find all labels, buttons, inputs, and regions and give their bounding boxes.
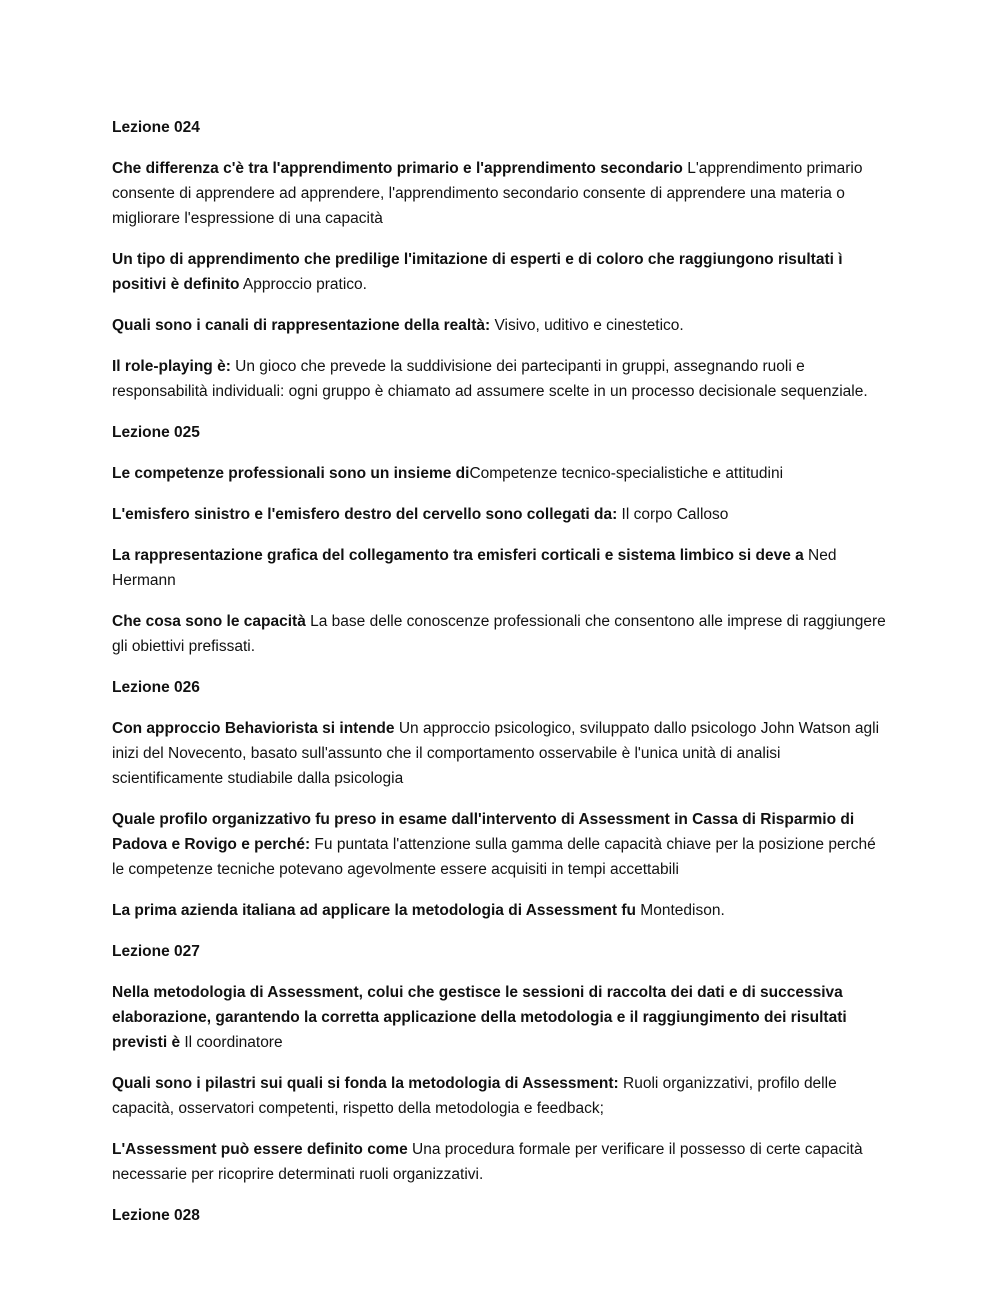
question-text: Le competenze professionali sono un insieme di — [112, 465, 470, 482]
qa-paragraph — [112, 1137, 892, 1187]
qa-paragraph — [112, 247, 892, 297]
question-text: La prima azienda italiana ad applicare la metodologia di Assessment fu — [112, 902, 636, 919]
qa-paragraph — [112, 543, 892, 593]
qa-paragraph — [112, 156, 892, 231]
lesson-heading: Lezione 024 — [112, 119, 200, 136]
question-text: Quali sono i pilastri sui quali si fonda la metodologia di Assessment: — [112, 1075, 619, 1092]
answer-text: Visivo, uditivo e cinestetico. — [490, 317, 684, 334]
qa-paragraph — [112, 354, 892, 404]
answer-text: Fu puntata l'attenzione sulla gamma delle capacità chiave per la posizione perché le competenze tecniche potevano agevolmente essere acquisiti in tempi accettabili — [112, 836, 876, 878]
question-text: Che cosa sono le capacità — [112, 613, 306, 630]
answer-text: Ned Hermann — [112, 547, 837, 589]
answer-text: Competenze tecnico-specialistiche e attitudini — [469, 465, 784, 482]
qa-paragraph — [112, 807, 892, 882]
qa-paragraph — [112, 980, 892, 1055]
question-text: Con approccio Behaviorista si intende — [112, 720, 395, 737]
question-text: L'Assessment può essere definito come — [112, 1141, 408, 1158]
qa-paragraph — [112, 716, 892, 791]
question-text: Il role-playing è: — [112, 358, 231, 375]
answer-text: L'apprendimento primario consente di apprendere ad apprendere, l'apprendimento secondario consente di apprendere una materia o migliorare l'espressione di una capacità — [112, 160, 863, 227]
answer-text: Un gioco che prevede la suddivisione dei partecipanti in gruppi, assegnando ruoli e responsabilità individuali: ogni gruppo è chiamato ad assumere scelte in un processo decisionale sequenziale. — [112, 358, 868, 400]
answer-text: Il corpo Calloso — [617, 506, 729, 523]
answer-text: Un approccio psicologico, sviluppato dallo psicologo John Watson agli inizi del Novecento, basato sull'assunto che il comportamento osservabile è l'unica unità di analisi scientificamente studiabile dalla psicologia — [112, 720, 880, 787]
answer-text: Il coordinatore — [180, 1034, 283, 1051]
qa-paragraph — [112, 1071, 892, 1121]
answer-text: Ruoli organizzativi, profilo delle capacità, osservatori competenti, rispetto della metodologia e feedback; — [112, 1075, 837, 1117]
question-text: La rappresentazione grafica del collegamento tra emisferi corticali e sistema limbico si deve a — [112, 547, 804, 564]
qa-paragraph — [112, 898, 892, 923]
question-text: Che differenza c'è tra l'apprendimento primario e l'apprendimento secondario — [112, 160, 683, 177]
question-text: Nella metodologia di Assessment, colui che gestisce le sessioni di raccolta dei dati e di successiva elaborazione, garantendo la corretta applicazione della metodologia e il raggiungimento dei risultati previsti è — [112, 984, 847, 1051]
question-text: L'emisfero sinistro e l'emisfero destro del cervello sono collegati da: — [112, 506, 618, 523]
lesson-heading: Lezione 027 — [112, 943, 200, 960]
qa-paragraph — [112, 461, 892, 486]
qa-paragraph — [112, 502, 892, 527]
question-text: Quali sono i canali di rappresentazione della realtà: — [112, 317, 491, 334]
question-text: Quale profilo organizzativo fu preso in esame dall'intervento di Assessment in Cassa di Risparmio di Padova e Rovigo e perché: — [112, 811, 855, 853]
answer-text: Approccio pratico. — [239, 276, 367, 293]
answer-text: Una procedura formale per verificare il possesso di certe capacità necessarie per ricoprire determinati ruoli organizzativi. — [112, 1141, 863, 1183]
document-page — [112, 115, 892, 1244]
answer-text: Montedison. — [636, 902, 725, 919]
lesson-heading: Lezione 026 — [112, 679, 200, 696]
answer-text: La base delle conoscenze professionali che consentono alle imprese di raggiungere gli obiettivi prefissati. — [112, 613, 886, 655]
lesson-heading: Lezione 025 — [112, 424, 200, 441]
qa-paragraph — [112, 313, 892, 338]
lesson-heading: Lezione 028 — [112, 1207, 200, 1224]
question-text: Un tipo di apprendimento che predilige l'imitazione di esperti e di coloro che raggiungono risultati ì positivi è definito — [112, 251, 843, 293]
qa-paragraph — [112, 609, 892, 659]
